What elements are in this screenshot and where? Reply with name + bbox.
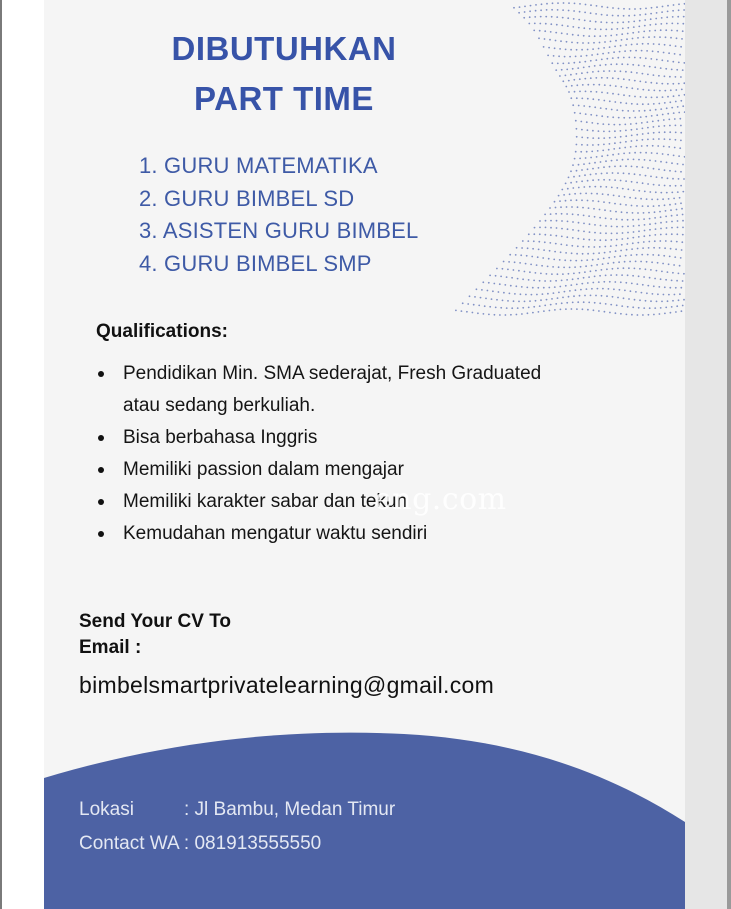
- job-poster: [44, 0, 685, 909]
- watermark-text: eng.com: [374, 482, 507, 517]
- qualification-item: Kemudahan mengatur waktu sendiri: [96, 518, 596, 550]
- location-value: : Jl Bambu, Medan Timur: [184, 799, 396, 820]
- right-margin: [685, 0, 731, 909]
- contact-whatsapp[interactable]: Contact WA : 081913555550: [79, 833, 322, 854]
- location-label: Lokasi: [79, 799, 134, 820]
- headline-dibutuhkan: DIBUTUHKAN: [171, 30, 397, 67]
- email-label: Email :: [79, 637, 142, 658]
- position-item: 3. ASISTEN GURU BIMBEL: [139, 218, 419, 243]
- scroll-edge: [727, 0, 731, 909]
- send-cv-line: Send Your CV To: [79, 611, 232, 632]
- qualification-item: Bisa berbahasa Inggris: [96, 422, 596, 454]
- left-margin: [0, 0, 44, 909]
- qualification-item: Memiliki passion dalam mengajar: [96, 454, 596, 486]
- qualification-item: Pendidikan Min. SMA sederajat, Fresh Graduated atau sedang berkuliah.: [96, 358, 583, 422]
- email-address[interactable]: bimbelsmartprivatelearning@gmail.com: [79, 672, 495, 698]
- footer-wave: [44, 0, 685, 909]
- position-item: 4. GURU BIMBEL SMP: [139, 250, 372, 276]
- qualifications-title: Qualifications:: [96, 321, 228, 342]
- qualification-item: Memiliki karakter sabar dan tekun: [96, 486, 596, 518]
- position-item: 2. GURU BIMBEL SD: [139, 185, 355, 211]
- headline-part-time: PART TIME: [194, 80, 374, 117]
- position-item: 1. GURU MATEMATIKA: [139, 153, 378, 178]
